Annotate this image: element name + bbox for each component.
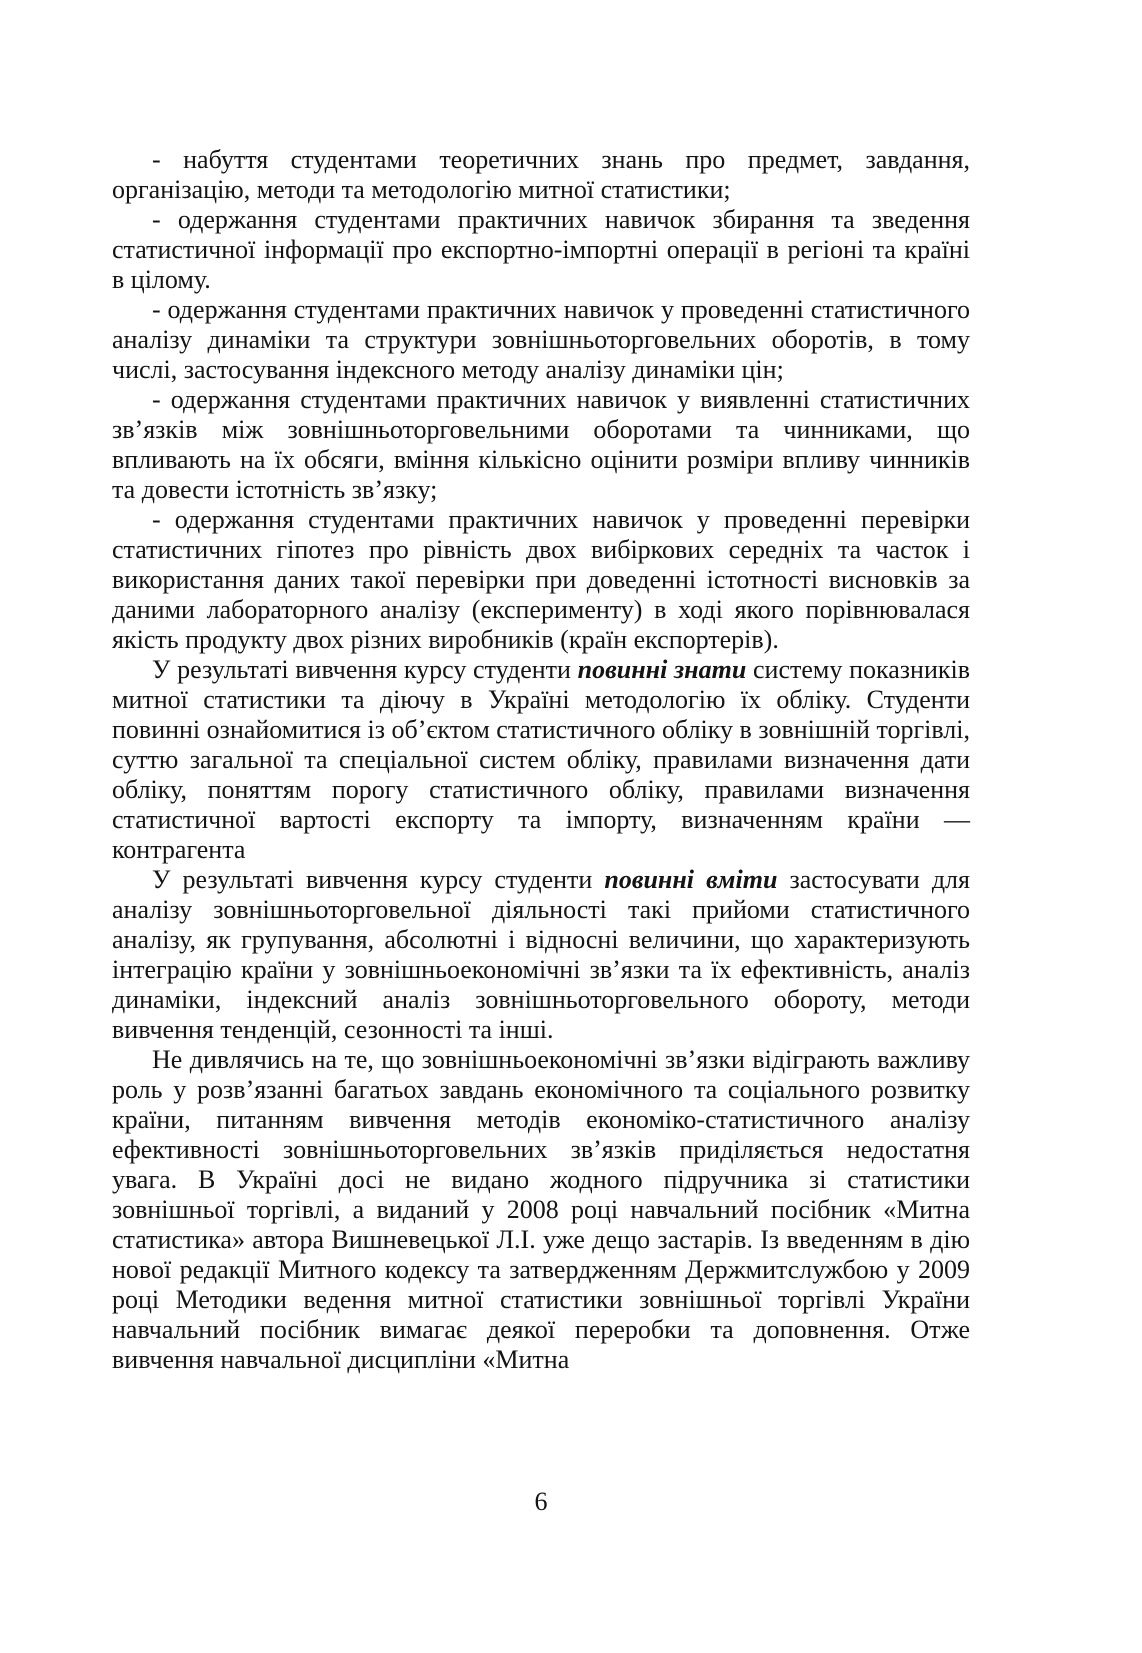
body-text: - одержання студентами практичних навичок у проведенні перевірки статистичних гіпотез про рівність двох вибіркових середніх та часток і використання даних такої перевірки при доведенні істотності висновків за даними лабораторного аналізу (експерименту) в ході якого порівнювалася якість продукту двох різних виробників (країн експортерів).	[112, 505, 970, 654]
paragraph	[112, 655, 970, 865]
paragraph	[112, 1045, 970, 1375]
body-text: - набуття студентами теоретичних знань про предмет, завдання, організацію, методи та методологію митної статистики;	[112, 145, 970, 204]
body-text: - одержання студентами практичних навичок у виявленні статистичних зв’язків між зовнішньоторговельними оборотами та чинниками, що впливають на їх обсяги, вміння кількісно оцінити розміри впливу чинників та довести істотність зв’язку;	[112, 385, 970, 504]
emphasis-text: повинні знати	[577, 655, 747, 684]
paragraph	[112, 385, 970, 505]
paragraph	[112, 505, 970, 655]
body-text: систему показників митної статистики та діючу в Україні методологію їх обліку. Студенти повинні ознайомитися із об’єктом статистичного обліку в зовнішній торгівлі, суттю загальної та спеціальної систем обліку, правилами визначення дати обліку, поняттям порогу статистичного обліку, правилами визначення статистичної вартості експорту та імпорту, визначенням країни — контрагента	[112, 655, 971, 864]
body-text: У результаті вивчення курсу студенти	[152, 655, 578, 684]
page-number: 6	[534, 1487, 548, 1516]
body-text: - одержання студентами практичних навичок збирання та зведення статистичної інформації про експортно-імпортні операції в регіоні та країні в цілому.	[112, 205, 970, 294]
paragraph	[112, 295, 970, 385]
emphasis-text: повинні вміти	[604, 865, 778, 894]
body-text: У результаті вивчення курсу студенти	[152, 865, 605, 894]
page-text	[112, 145, 970, 1375]
body-text: Не дивлячись на те, що зовнішньоекономічні зв’язки відіграють важливу роль у розв’язанні багатьох завдань економічного та соціального розвитку країни, питанням вивчення методів економіко-статистичного аналізу ефективності зовнішньоторговельних зв’язків приділяється недостатня увага. В Україні досі не видано жодного підручника зі статистики зовнішньої торгівлі, а виданий у 2008 році навчальний посібник «Митна статистика» автора Вишневецької Л.І. уже дещо застарів. Із введенням в дію нової редакції Митного кодексу та затвердженням Держмитслужбою у 2009 році Методики ведення митної статистики зовнішньої торгівлі України навчальний посібник вимагає деякої переробки та доповнення. Отже вивчення навчальної дисципліни «Митна	[112, 1045, 970, 1374]
body-text: застосувати для аналізу зовнішньоторговельної діяльності такі прийоми статистичного аналізу, як групування, абсолютні і відносні величини, що характеризують інтеграцію країни у зовнішньоекономічні зв’язки та їх ефективність, аналіз динаміки, індексний аналіз зовнішньоторговельного обороту, методи вивчення тенденцій, сезонності та інші.	[112, 865, 970, 1044]
body-text: - одержання студентами практичних навичок у проведенні статистичного аналізу динаміки та структури зовнішньоторговельних оборотів, в тому числі, застосування індексного методу аналізу динаміки цін;	[112, 295, 970, 384]
paragraph	[112, 145, 970, 205]
paragraph	[112, 205, 970, 295]
paragraph	[112, 865, 970, 1045]
